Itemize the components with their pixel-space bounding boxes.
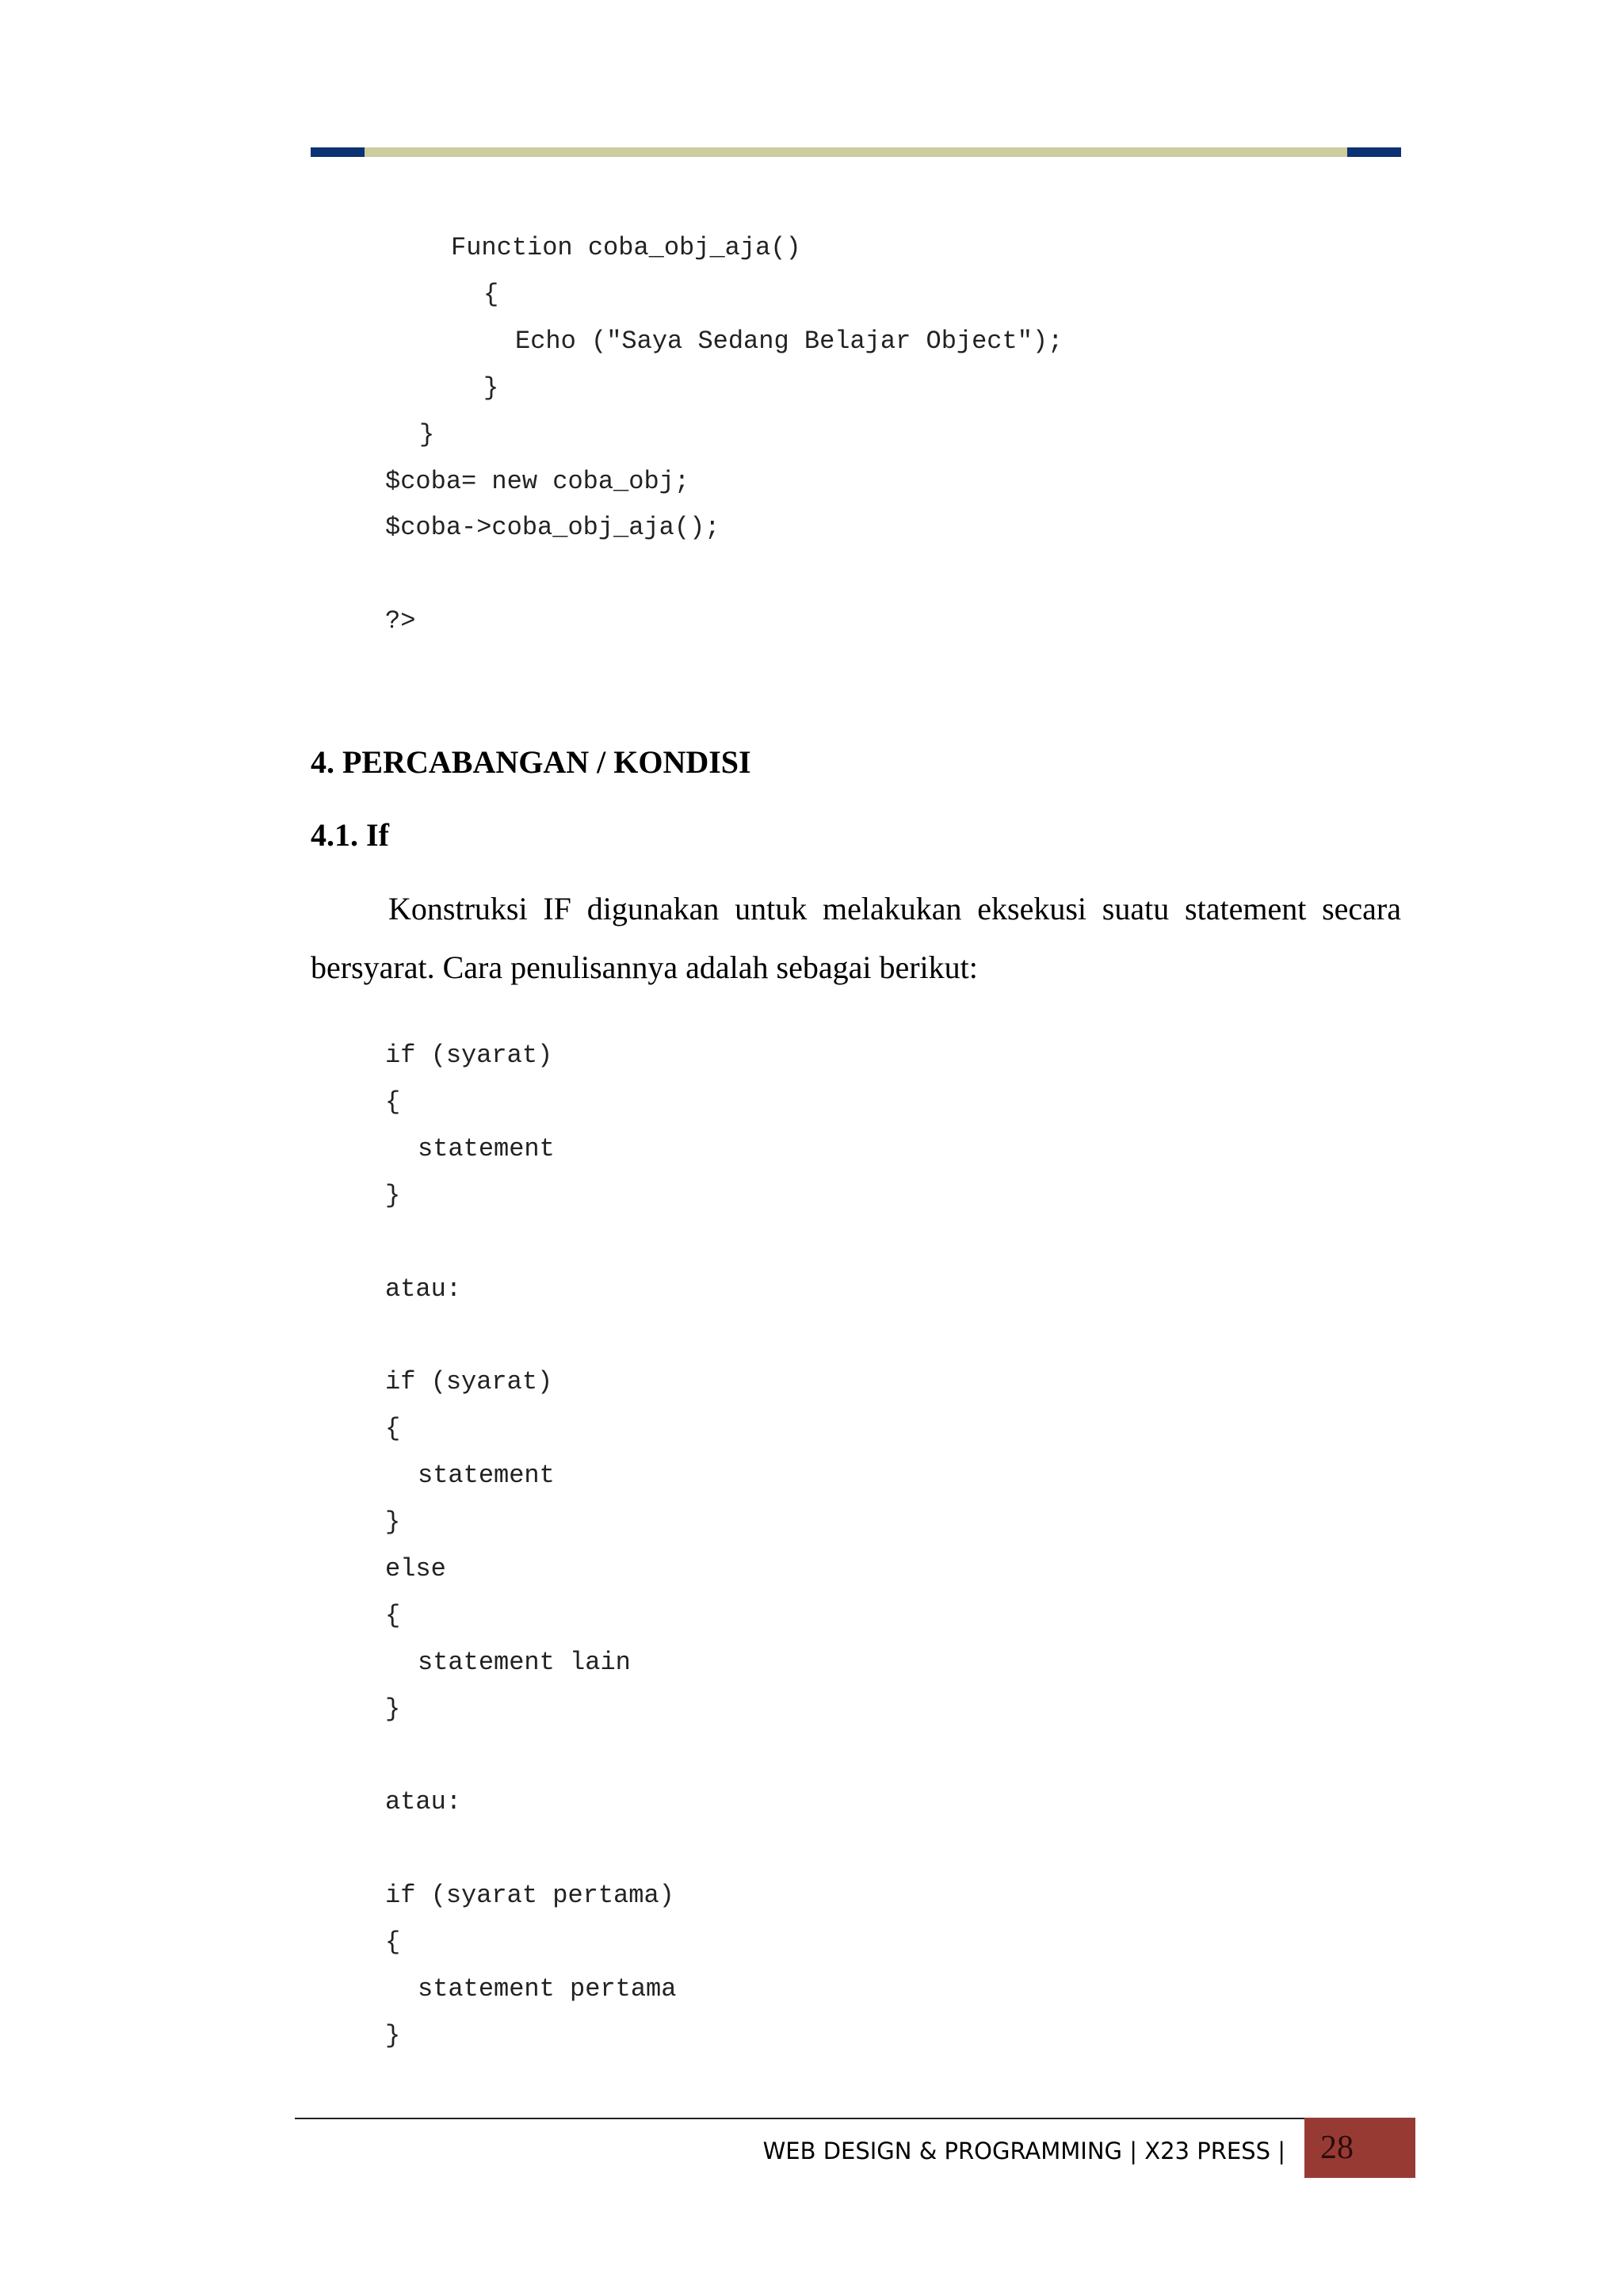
paragraph-line: Konstruksi IF digunakan untuk melakukan eksekusi suatu statement secara [388, 891, 1401, 926]
code-line: } [385, 1181, 401, 1210]
code-line: statement [418, 1134, 555, 1163]
code-line: if (syarat) [385, 1367, 553, 1396]
code-line: } [385, 1694, 401, 1724]
code-line: { [385, 1927, 401, 1957]
code-line: statement [418, 1461, 555, 1490]
paragraph-line: bersyarat. Cara penulisannya adalah sebagai berikut: [311, 949, 978, 985]
code-line: { [385, 1087, 401, 1117]
code-line: ?> [385, 606, 416, 636]
code-line: atau: [385, 1274, 462, 1304]
code-line: } [419, 420, 435, 449]
subsection-heading: 4.1. If [311, 817, 389, 853]
code-line: } [483, 373, 499, 403]
header-bar-right-cap [1347, 147, 1401, 157]
code-line: atau: [385, 1787, 462, 1817]
footer-title: WEB DESIGN & PROGRAMMING | X23 PRESS | [762, 2137, 1285, 2164]
footer-rule [295, 2118, 1414, 2119]
code-line: } [385, 2021, 401, 2050]
header-bar-left-cap [311, 147, 365, 157]
code-line: } [385, 1507, 401, 1537]
code-line: statement lain [418, 1648, 631, 1677]
body-paragraph [311, 880, 1401, 997]
header-decorative-bar [311, 147, 1401, 157]
section-heading: 4. PERCABANGAN / KONDISI [311, 744, 751, 780]
code-line: $coba= new coba_obj; [385, 467, 690, 496]
code-line: Function coba_obj_aja() [451, 233, 801, 262]
code-line: Echo ("Saya Sedang Belajar Object"); [515, 327, 1064, 356]
code-line: else [385, 1554, 446, 1584]
code-line: if (syarat) [385, 1041, 553, 1070]
code-line: { [385, 1601, 401, 1630]
page-number: 28 [1320, 2130, 1354, 2166]
code-line: $coba->coba_obj_aja(); [385, 513, 720, 542]
code-line: if (syarat pertama) [385, 1881, 674, 1910]
code-line: { [385, 1414, 401, 1443]
code-line: statement pertama [418, 1974, 677, 2004]
code-line: { [483, 280, 499, 309]
page-number-box [1304, 2118, 1415, 2178]
header-bar-middle [365, 147, 1347, 157]
